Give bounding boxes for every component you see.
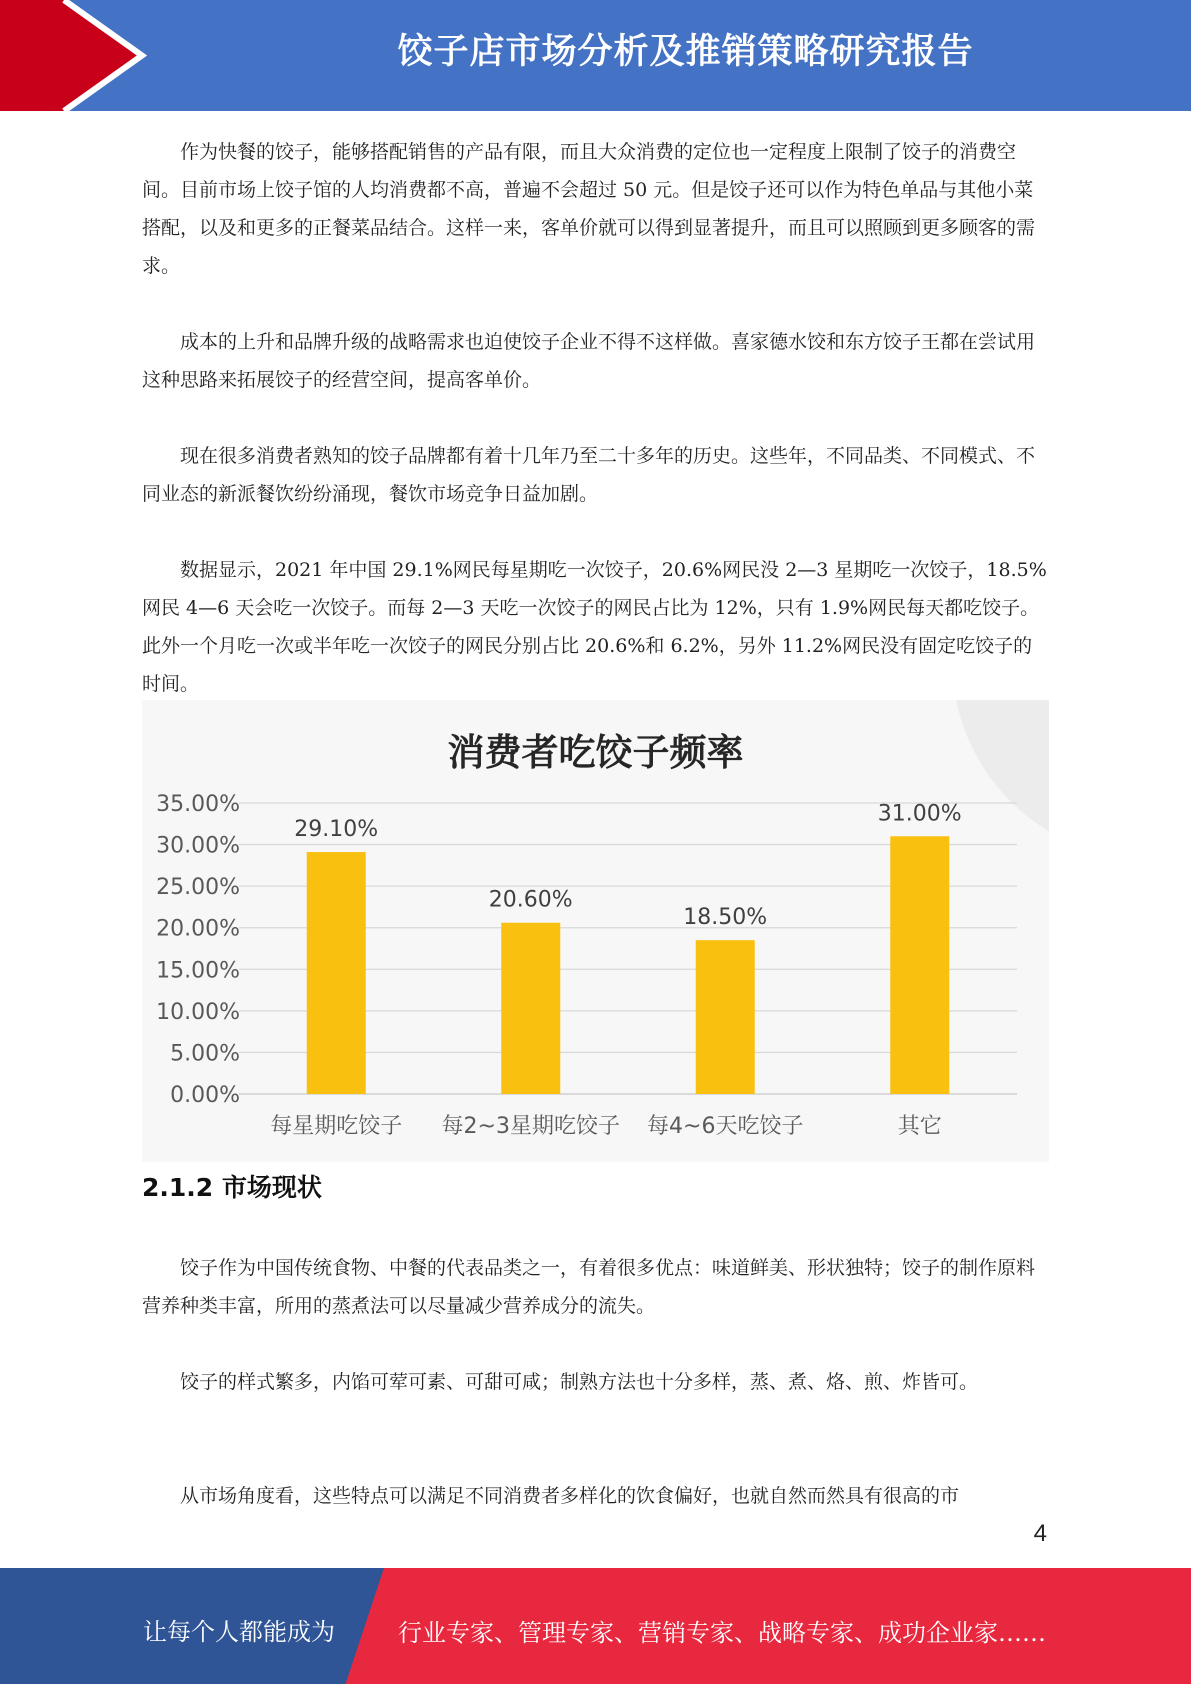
footer-slogan-left: 让每个人都能成为 [143,1618,335,1646]
section-paragraph-1: 饺子作为中国传统食物、中餐的代表品类之一，有着很多优点：味道鲜美、形状独特；饺子的制作原料营养种类丰富，所用的蒸煮法可以尽量减少营养成分的流失。 [142,1257,1036,1317]
x-tick-label: 其它 [897,1114,942,1139]
y-tick-label: 5.00% [170,1041,240,1067]
page-number: 4 [1033,1520,1047,1547]
page-footer [0,1568,1191,1684]
x-tick-label: 每2~3星期吃饺子 [441,1114,620,1139]
y-tick-label: 20.00% [156,916,240,942]
bar [890,836,949,1094]
bar [501,923,560,1094]
chart-plot-area [142,700,1049,1162]
y-tick-label: 10.00% [156,999,240,1025]
data-label: 31.00% [877,801,962,827]
y-tick-label: 25.00% [156,875,240,901]
paragraph-4: 数据显示，2021 年中国 29.1%网民每星期吃一次饺子，20.6%网民没 2—3 星期吃一次饺子，18.5%网民 4—6 天会吃一次饺子。而每 2—3 天吃一次饺子的网民占比为 12%，只有 1.9%网民每天都吃饺子。此外一个月吃一次或半年吃一次饺子的网民分别占比 20.6%和 6.2%，另外 11.2%网民没有固定吃饺子的时间。 [142,559,1047,695]
x-tick-label: 每星期吃饺子 [270,1114,403,1139]
chart-title: 消费者吃饺子频率 [447,730,744,774]
x-tick-label: 每4~6天吃饺子 [647,1114,804,1139]
data-label: 29.10% [294,817,379,843]
page-title: 饺子店市场分析及推销策略研究报告 [397,32,974,72]
page-header [0,0,1191,111]
y-tick-label: 30.00% [156,833,240,859]
section-heading: 2.1.2 市场现状 [142,1173,322,1202]
frequency-chart [142,700,1049,1162]
y-tick-label: 35.00% [156,792,240,817]
paragraph-1: 作为快餐的饺子，能够搭配销售的产品有限，而且大众消费的定位也一定程度上限制了饺子的消费空间。目前市场上饺子馆的人均消费都不高，普遍不会超过 50 元。但是饺子还可以作为特色单品与其他小菜搭配，以及和更多的正餐菜品结合。这样一来，客单价就可以得到显著提升，而且可以照顾到更多顾客的需求。 [142,141,1036,277]
y-tick-label: 15.00% [156,958,240,984]
bar [696,940,755,1094]
section-paragraph-2: 饺子的样式繁多，内馅可荤可素、可甜可咸；制熟方法也十分多样，蒸、煮、烙、煎、炸皆可。 [180,1371,979,1393]
data-label: 18.50% [683,905,768,931]
header-arrow-decoration [0,0,200,111]
data-label: 20.60% [488,887,573,913]
y-tick-label: 0.00% [170,1083,240,1108]
paragraph-2: 成本的上升和品牌升级的战略需求也迫使饺子企业不得不这样做。喜家德水饺和东方饺子王都在尝试用这种思路来拓展饺子的经营空间，提高客单价。 [142,331,1036,391]
bar [307,852,366,1094]
paragraph-3: 现在很多消费者熟知的饺子品牌都有着十几年乃至二十多年的历史。这些年，不同品类、不同模式、不同业态的新派餐饮纷纷涌现，餐饮市场竞争日益加剧。 [142,445,1036,505]
footer-slogan-right: 行业专家、管理专家、营销专家、战略专家、成功企业家…… [398,1619,1046,1647]
section-paragraph-3: 从市场角度看，这些特点可以满足不同消费者多样化的饮食偏好，也就自然而然具有很高的市 [180,1485,960,1507]
